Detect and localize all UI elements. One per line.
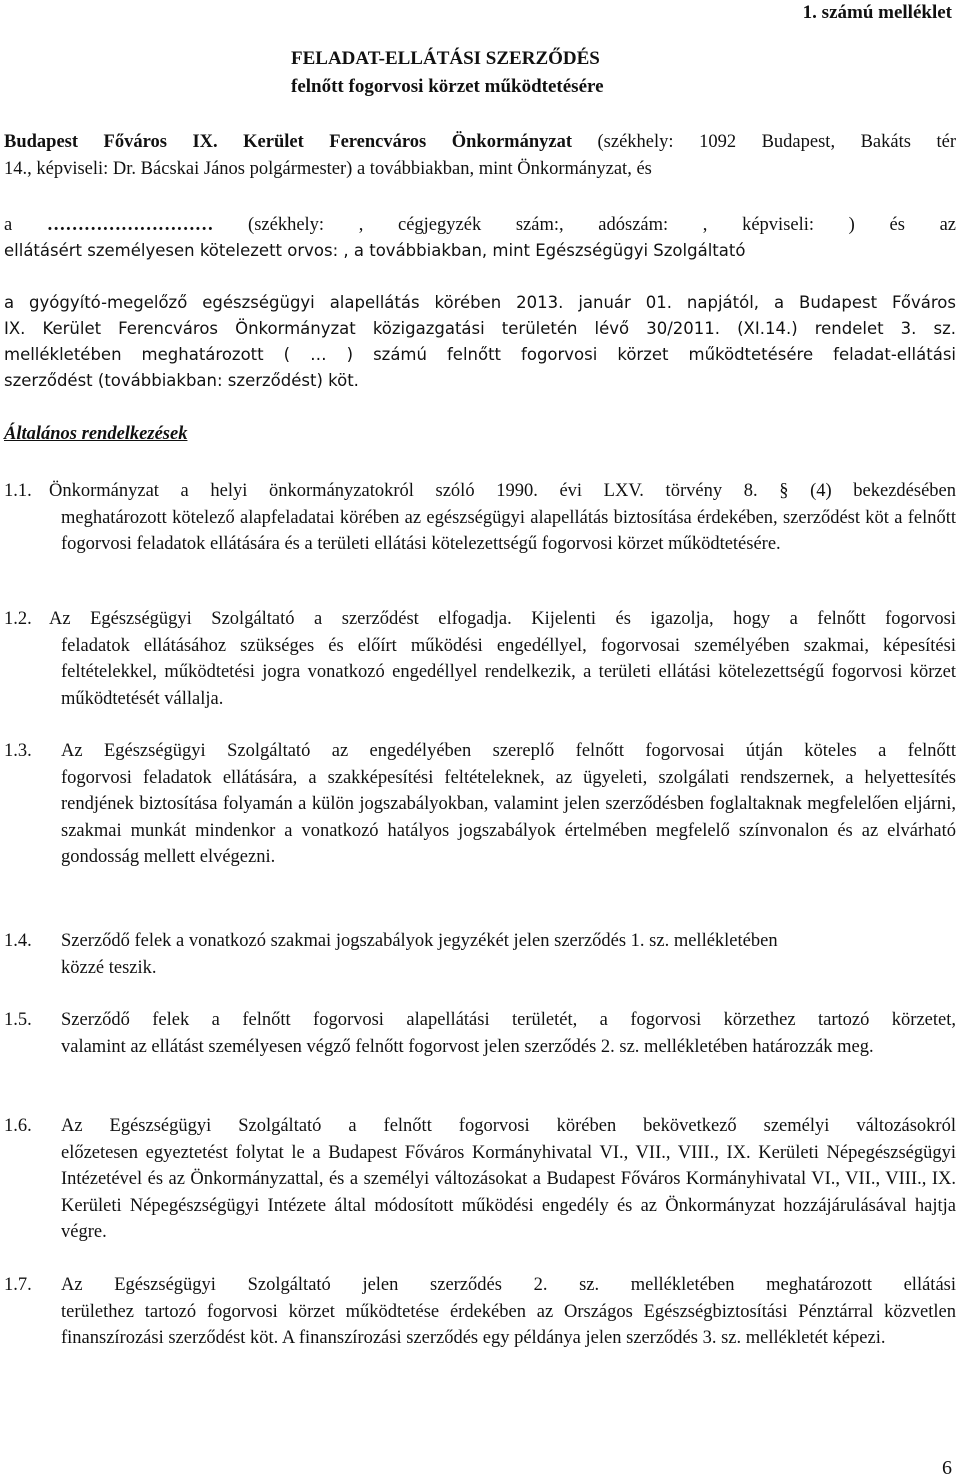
clause-number: 1.7. — [4, 1275, 32, 1295]
party-2-line-2: ellátásért személyesen kötelezett orvos: , a továbbiakban, mint Egészségügyi Szolgáltató — [4, 241, 746, 260]
clause-first-line: Az Egészségügyi Szolgáltató jelen szerződés 2. sz. mellékletében meghatározott ellátási — [61, 1275, 956, 1295]
clause-1-3 — [4, 738, 956, 871]
clause-first-line: Önkormányzat a helyi önkormányzatokról szóló 1990. évi LXV. törvény 8. § (4) bekezdésében — [49, 481, 956, 501]
clause-first-line: Az Egészségügyi Szolgáltató az engedélyében szereplő felnőtt fogorvosai útján köteles a felnőtt — [61, 741, 956, 761]
party-2-details: (székhely: , cégjegyzék szám:, adószám: , képviseli: ) és az — [213, 215, 956, 235]
party-2-prefix: a — [4, 215, 47, 235]
clause-text: előzetesen egyeztetést folytat le a Budapest Főváros Kormányhivatal VI., VII., VIII., IX. Kerületi Népegészségügyi Intézetével és az Önkormányzattal, és a személyi változásokat a Budapest Főváros Kormányhivatal VI., VII., VIII., IX. Kerületi Népegészségügyi Intézete által módosított működési engedély és az Önkormányzat hozzájárulásával hajtja végre. — [61, 1142, 956, 1242]
clause-text: fogorvosi feladatok ellátására, a szakképesítési feltételeknek, az ügyeleti, szolgálati rendszernek, a helyettesítés rendjének biztosítása folyamán a külön jogszabályokban, valamint jelen szerződésben foglaltaknak megfelelően eljárni, szakmai munkát mindenkor a vonatkozó hatályos jogszabályok értelmében megfelelő színvonalon és az elvárható gondosság mellett elvégezni. — [61, 767, 956, 867]
clause-number: 1.5. — [4, 1010, 32, 1030]
clause-text: meghatározott kötelező alapfeladatai körében az egészségügyi alapellátás biztosítása érdekében, szerződést köt a felnőtt fogorvosi feladatok ellátására és a területi ellátási kötelezettségű fogorvosi körzet működtetésére. — [61, 507, 956, 554]
clause-1-4 — [4, 928, 956, 981]
clause-number: 1.4. — [4, 931, 32, 951]
party-1-name: Budapest Főváros IX. Kerület Ferencváros Önkormányzat — [4, 132, 572, 152]
clause-text: közzé teszik. — [61, 957, 157, 978]
title-line-1: FELADAT-ELLÁTÁSI SZERZŐDÉS — [291, 48, 600, 69]
intro-line-1: a gyógyító-megelőző egészségügyi alapellátás körében 2013. január 01. napjától, a Budapest Főváros — [4, 293, 956, 312]
clause-first-line: Az Egészségügyi Szolgáltató a szerződést elfogadja. Kijelenti és igazolja, hogy a felnőtt fogorvosi — [49, 609, 956, 629]
clause-1-5 — [4, 1007, 956, 1060]
clause-first-line: Szerződő felek a felnőtt fogorvosi alapellátási területét, a fogorvosi körzethez tartozó körzetet, — [61, 1010, 956, 1030]
clause-1-7 — [4, 1272, 956, 1352]
clause-number: 1.2. — [4, 609, 32, 629]
section-heading: Általános rendelkezések — [4, 424, 188, 444]
clause-text: valamint az ellátást személyesen végző felnőtt fogorvost jelen szerződés 2. sz. mellékletében határozzák meg. — [61, 1036, 874, 1057]
clause-text: feladatok ellátásához szükséges és előírt működési engedéllyel, fogorvosai személyében szakmai, képesítési feltételekkel, működtetési jogra vonatkozó engedéllyel rendelkezik, a területi ellátási kötelezettségű fogorvosi körzet működtetését vállalja. — [61, 635, 956, 709]
intro-line-3: mellékletében meghatározott ( … ) számú felnőtt fogorvosi körzet működtetésére feladat-ellátási — [4, 345, 956, 364]
party-1-line-2: 14., képviseli: Dr. Bácskai János polgármester) a továbbiakban, mint Önkormányzat, és — [4, 159, 652, 179]
clause-number: 1.1. — [4, 481, 32, 501]
party-1-line-1 — [4, 129, 956, 156]
clause-number: 1.3. — [4, 741, 32, 761]
intro-line-2: IX. Kerület Ferencváros Önkormányzat közigazgatási területén lévő 30/2011. (XI.14.) rendelet 3. sz. — [4, 319, 956, 338]
clause-first-line: Szerződő felek a vonatkozó szakmai jogszabályok jegyzékét jelen szerződés 1. sz. mellékletében — [61, 931, 778, 951]
clause-1-6 — [4, 1113, 956, 1246]
clause-first-line: Az Egészségügyi Szolgáltató a felnőtt fogorvosi körében bekövetkező személyi változásokról — [61, 1116, 956, 1136]
party-1-details: (székhely: 1092 Budapest, Bakáts tér — [572, 132, 956, 152]
party-2-name-placeholder: ……………………… — [46, 215, 214, 235]
page-number: 6 — [942, 1457, 952, 1479]
title-line-2: felnőtt fogorvosi körzet működtetésére — [291, 76, 604, 97]
clause-1-2 — [4, 606, 956, 712]
intro-line-4: szerződést (továbbiakban: szerződést) köt. — [4, 371, 359, 390]
clause-text: területhez tartozó fogorvosi körzet működtetése érdekében az Országos Egészségbiztosítási Pénztárral közvetlen finanszírozási szerződést köt. A finanszírozási szerződés egy példánya jelen szerződés 3. sz. mellékletét képezi. — [61, 1301, 956, 1348]
clause-number: 1.6. — [4, 1116, 32, 1136]
party-2-line-1 — [4, 212, 956, 239]
clause-1-1 — [4, 478, 956, 558]
annex-label: 1. számú melléklet — [802, 2, 952, 23]
